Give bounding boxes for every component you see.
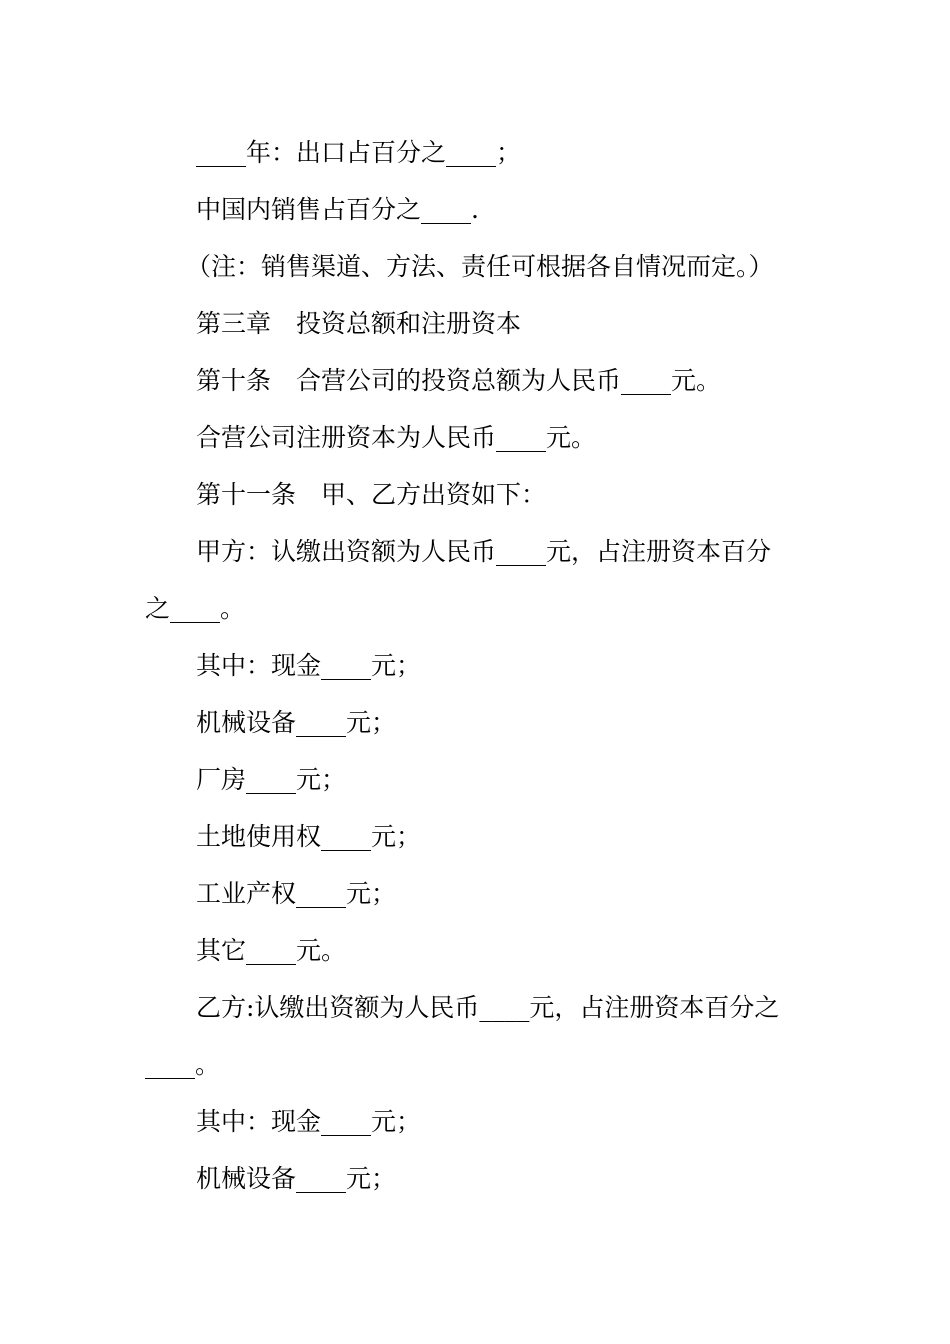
party-b-machinery: 机械设备____元； — [196, 1164, 397, 1193]
party-a-cash: 其中：现金____元； — [196, 651, 422, 680]
party-a-other: 其它____元。 — [196, 936, 347, 965]
paragraph-domestic-sales: 中国内销售占百分之____. — [196, 195, 479, 224]
paragraph-export-ratio: ____年：出口占百分之____； — [196, 138, 522, 167]
party-b-contribution: 乙方:认缴出资额为人民币____元，占注册资本百分之 — [196, 993, 780, 1022]
chapter-heading: 第三章 投资总额和注册资本 — [196, 309, 522, 338]
party-a-land-use: 土地使用权____元； — [196, 822, 422, 851]
party-a-factory: 厂房____元； — [196, 765, 347, 794]
party-b-cash: 其中：现金____元； — [196, 1107, 422, 1136]
party-a-machinery: 机械设备____元； — [196, 708, 397, 737]
party-a-industrial-property: 工业产权____元； — [196, 879, 397, 908]
party-a-contribution: 甲方：认缴出资额为人民币____元，占注册资本百分 — [196, 537, 772, 566]
party-b-contribution-cont: ____。 — [145, 1050, 221, 1079]
party-a-contribution-cont: 之____。 — [145, 594, 246, 623]
article-10: 第十条 合营公司的投资总额为人民币____元。 — [196, 366, 722, 395]
paragraph-note: （注：销售渠道、方法、责任可根据各自情况而定。） — [186, 252, 774, 281]
paragraph-registered-capital: 合营公司注册资本为人民币____元。 — [196, 423, 597, 452]
article-11: 第十一条 甲、乙方出资如下： — [196, 480, 547, 509]
